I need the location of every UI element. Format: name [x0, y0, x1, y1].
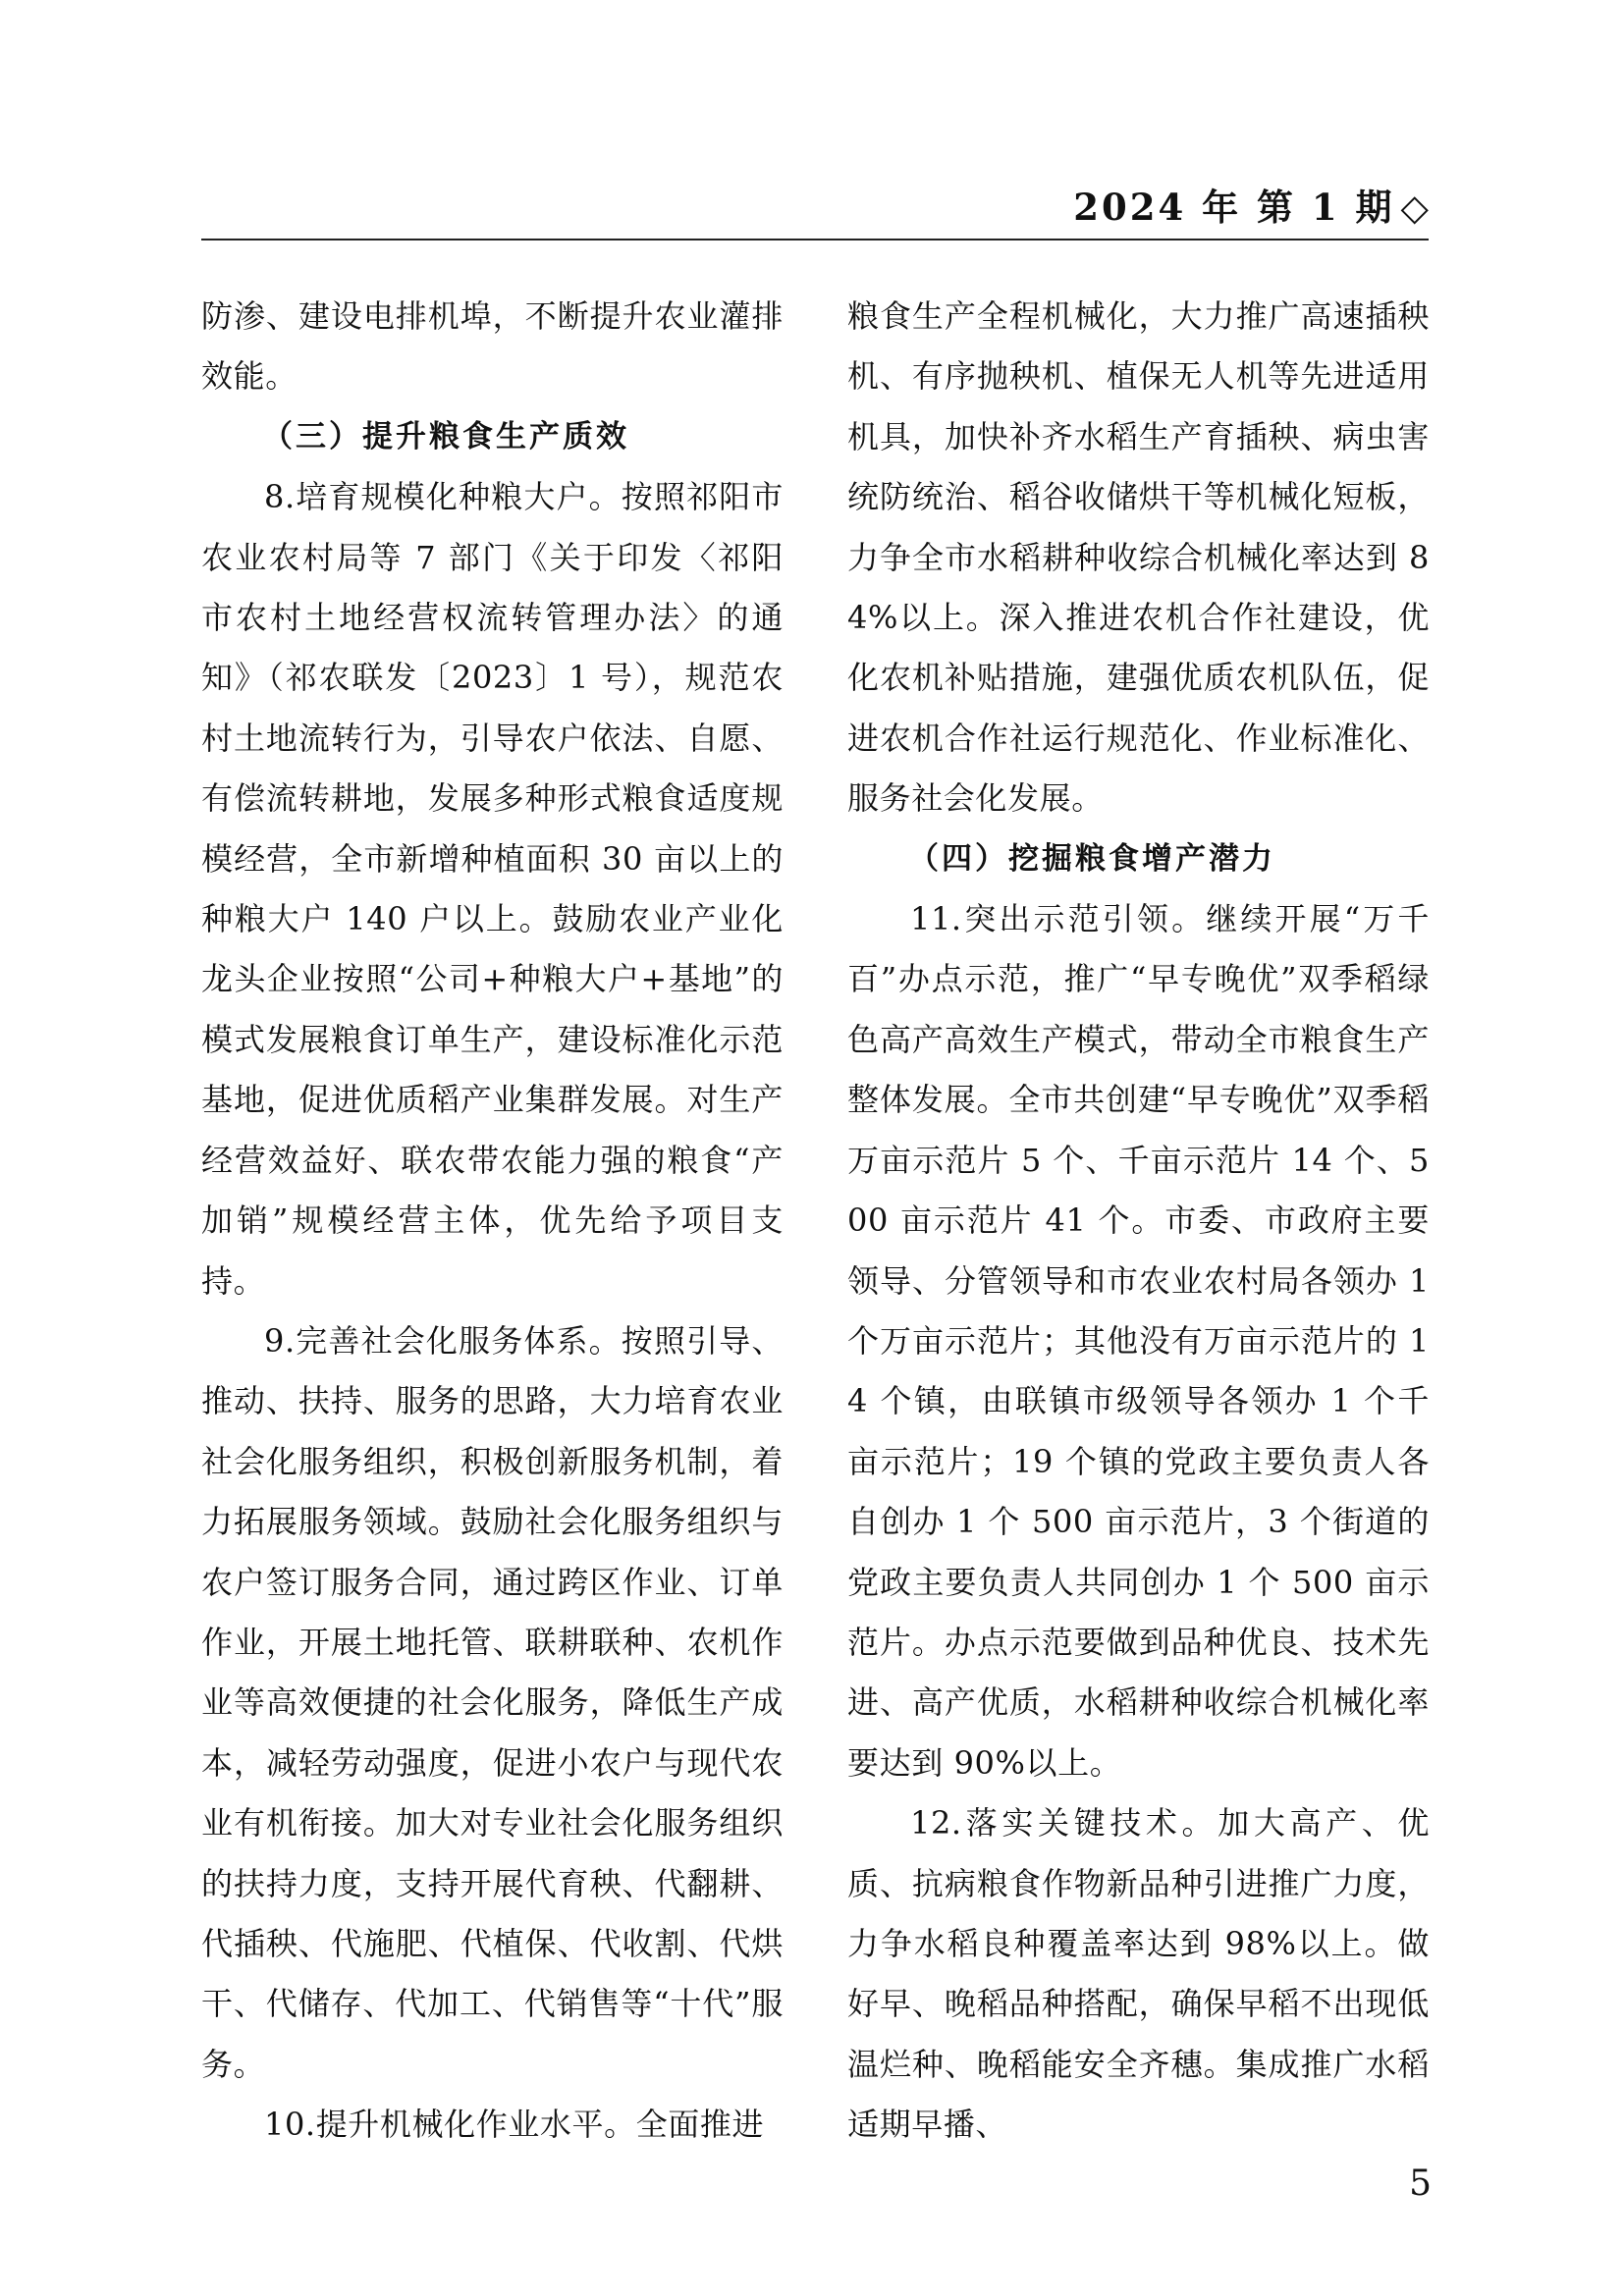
paragraph-12: 12.落实关键技术。加大高产、优质、抗病粮食作物新品种引进推广力度，力争水稻良种覆盖率达到 98%以上。做好早、晚稻品种搭配，确保早稻不出现低温烂种、晚稻能安全齐穗。集成推广水稻适期早播、 [847, 1804, 1430, 2144]
paragraph-10: 10.提升机械化作业水平。全面推进 [264, 2106, 765, 2144]
paragraph-10-continued: 粮食生产全程机械化，大力推广高速插秧机、有序抛秧机、植保无人机等先进适用机具，加快补齐水稻生产育插秧、病虫害统防统治、稻谷收储烘干等机械化短板，力争全市水稻耕种收综合机械化率达到 84%以上。深入推进农机合作社建设，优化农机补贴措施，建强优质农机队伍，促进农机合作社运行规范化、作业标准化、服务社会化发展。 [847, 297, 1430, 818]
page-number: 5 [1409, 2163, 1432, 2204]
journal-issue-title: 2024 年 第 1 期 [1073, 186, 1395, 229]
section-heading-3: （三）提升粮食生产质效 [262, 418, 629, 454]
left-column [201, 287, 784, 2156]
right-column [847, 287, 1430, 2156]
section-heading-4: （四）挖掘粮食增产潜力 [908, 840, 1275, 877]
paragraph-9: 9.完善社会化服务体系。按照引导、推动、扶持、服务的思路，大力培育农业社会化服务组织，积极创新服务机制，着力拓展服务领域。鼓励社会化服务组织与农户签订服务合同，通过跨区作业、订单作业，开展土地托管、联耕联种、农机作业等高效便捷的社会化服务，降低生产成本，减轻劳动强度，促进小农户与现代农业有机衔接。加大对专业社会化服务组织的扶持力度，支持开展代育秧、代翻耕、代插秧、代施肥、代植保、代收割、代烘干、代储存、代加工、代销售等“十代”服务。 [201, 1321, 784, 2083]
paragraph-11: 11.突出示范引领。继续开展“万千百”办点示范，推广“早专晚优”双季稻绿色高产高效生产模式，带动全市粮食生产整体发展。全市共创建“早专晚优”双季稻万亩示范片 5 个、千亩示范片 14 个、500 亩示范片 41 个。市委、市政府主要领导、分管领导和市农业农村局各领办 1 个万亩示范片；其他没有万亩示范片的 14 个镇，由联镇市级领导各领办 1 个千亩示范片；19 个镇的党政主要负责人各自创办 1 个 500 亩示范片，3 个街道的党政主要负责人共同创办 1 个 500 亩示范片。办点示范要做到品种优良、技术先进、高产优质，水稻耕种收综合机械化率要达到 90%以上。 [847, 900, 1430, 1782]
paragraph-continued: 防渗、建设电排机埠，不断提升农业灌排效能。 [201, 297, 784, 396]
paragraph-8: 8.培育规模化种粮大户。按照祁阳市农业农村局等 7 部门《关于印发〈祁阳市农村土地经营权流转管理办法〉的通知》（祁农联发〔2023〕1 号），规范农村土地流转行为，引导农户依法、自愿、有偿流转耕地，发展多种形式粮食适度规模经营，全市新增种植面积 30 亩以上的种粮大户 140 户以上。鼓励农业产业化龙头企业按照“公司+种粮大户+基地”的模式发展粮食订单生产，建设标准化示范基地，促进优质稻产业集群发展。对生产经营效益好、联农带农能力强的粮食“产加销”规模经营主体，优先给予项目支持。 [201, 478, 784, 1300]
header-rule [201, 239, 1429, 240]
journal-issue-header [1073, 183, 1432, 233]
diamond-icon: ◇ [1400, 187, 1432, 229]
